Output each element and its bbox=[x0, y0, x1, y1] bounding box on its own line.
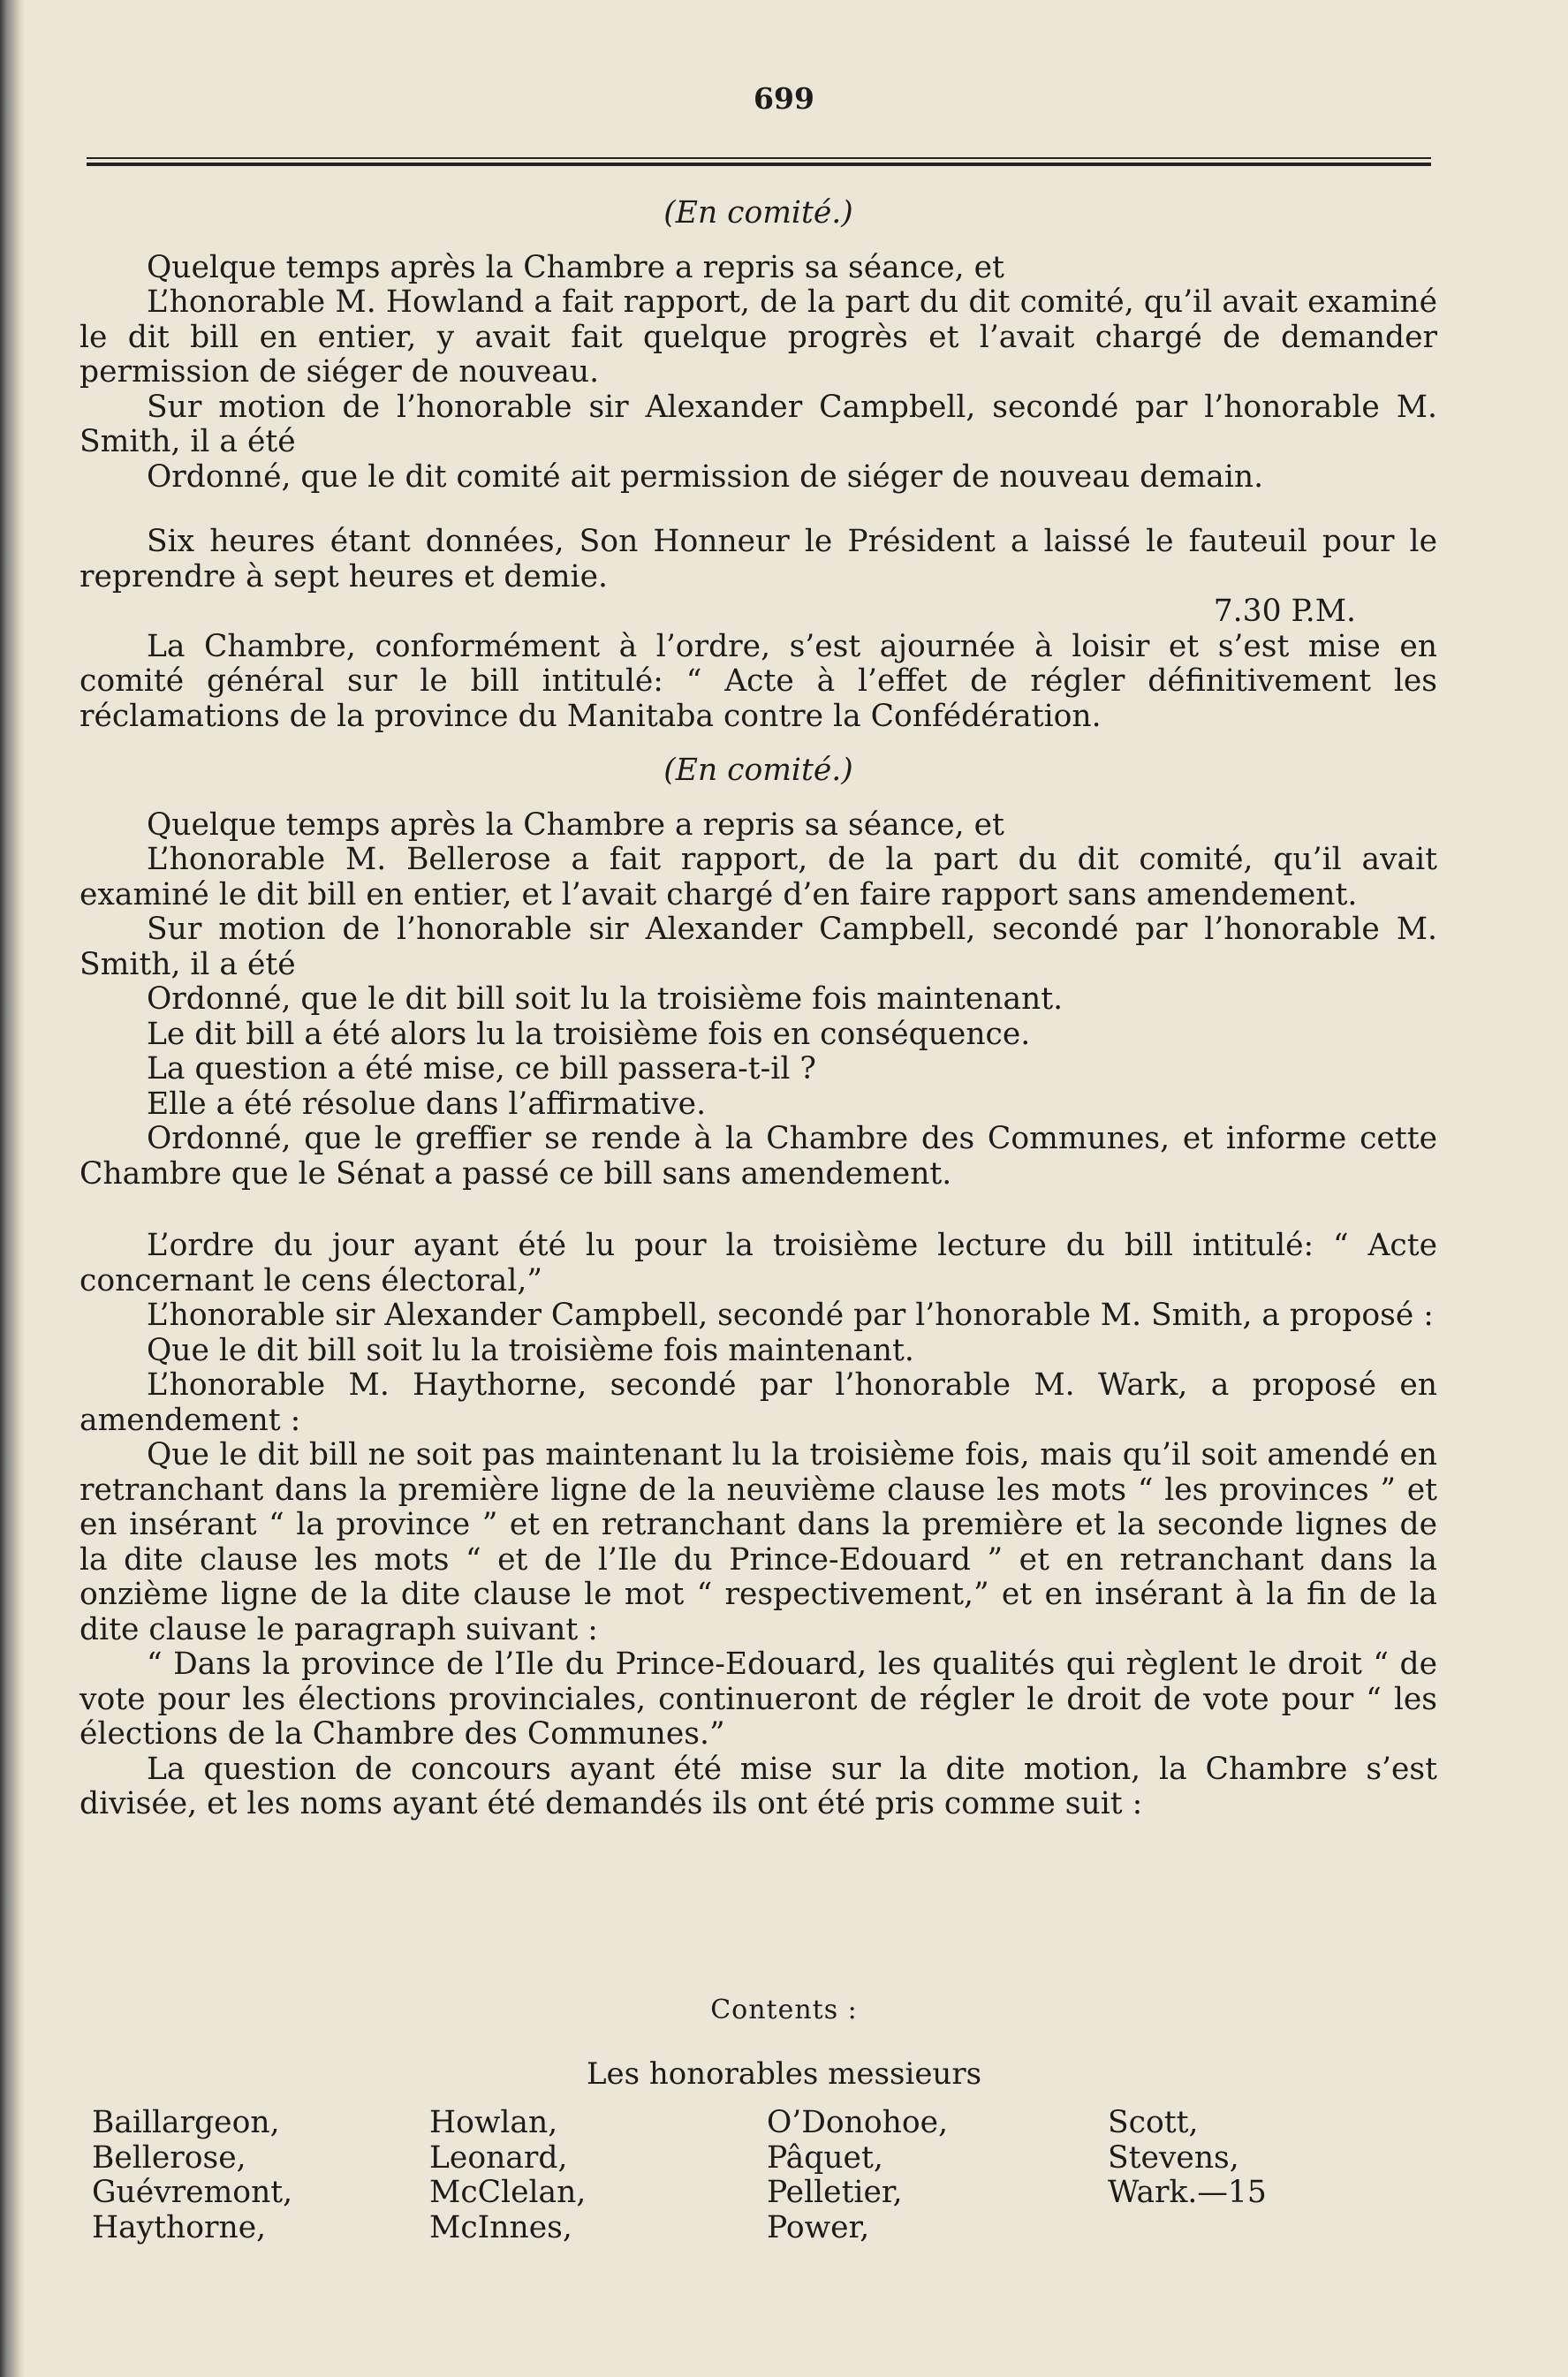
paragraph: Que le dit bill soit lu la troisième fois maintenant. bbox=[147, 1332, 914, 1368]
member-name: Power, bbox=[767, 2209, 870, 2245]
names-column-3 bbox=[767, 2106, 948, 2245]
member-name: Baillargeon, bbox=[92, 2105, 280, 2140]
paragraph: Ordonné, que le dit bill soit lu la troisième fois maintenant. bbox=[147, 981, 1064, 1017]
paragraph: Quelque temps après la Chambre a repris sa séance, et bbox=[147, 249, 1004, 285]
paragraph: Ordonné, que le greffier se rende à la Chambre des Communes, et informe cette Chambre que le Sénat a passé ce bill sans amendement. bbox=[80, 1121, 1437, 1192]
names-column-2 bbox=[429, 2106, 586, 2245]
page-number: 699 bbox=[754, 81, 814, 116]
time-heading: 7.30 P.M. bbox=[1213, 594, 1356, 629]
paragraph: L’honorable M. Haythorne, secondé par l’honorable M. Wark, a proposé en amendement : bbox=[80, 1367, 1437, 1438]
header-rule-thin bbox=[87, 157, 1431, 159]
paragraph: La question de concours ayant été mise sur la dite motion, la Chambre s’est divisée, et les noms ayant été demandés ils ont été pris comme suit : bbox=[80, 1751, 1437, 1821]
member-name: Haythorne, bbox=[92, 2209, 267, 2245]
paragraph: La question a été mise, ce bill passera-t-il ? bbox=[147, 1051, 816, 1086]
member-name: Scott, bbox=[1108, 2105, 1199, 2140]
names-column-1 bbox=[92, 2106, 292, 2245]
body-text bbox=[80, 196, 1437, 1822]
paragraph: Ordonné, que le dit comité ait permission de siéger de nouveau demain. bbox=[147, 458, 1264, 495]
names-column-4 bbox=[1108, 2106, 1267, 2211]
paragraph: L’honorable M. Bellerose a fait rapport, de la part du dit comité, qu’il avait examiné le dit bill en entier, et l’avait chargé d’en faire rapport sans amendement. bbox=[80, 842, 1437, 912]
paragraph: Elle a été résolue dans l’affirmative. bbox=[147, 1086, 707, 1122]
member-name: Pelletier, bbox=[767, 2175, 903, 2210]
member-name: McClelan, bbox=[429, 2175, 587, 2210]
contents-title: Contents : bbox=[710, 1995, 858, 2025]
member-name: Bellerose, bbox=[92, 2139, 246, 2176]
committee-heading: (En comité.) bbox=[663, 753, 853, 788]
paragraph: La Chambre, conformément à l’ordre, s’est ajournée à loisir et s’est mise en comité général sur le bill intitulé: “ Acte à l’effet de régler définitivement les réclamations de la province du Manitaba contre la Confédération. bbox=[80, 628, 1437, 734]
member-name: Pâquet, bbox=[767, 2139, 883, 2176]
committee-heading: (En comité.) bbox=[663, 195, 853, 231]
paragraph: Que le dit bill ne soit pas maintenant lu la troisième fois, mais qu’il soit amendé en retranchant dans la première ligne de la neuvième clause les mots “ les provinces ” et en insérant “ la province ” et en retranchant dans la première et la seconde lignes de la dite clause les mots “ et de l’Ile du Prince-Edouard ” et en retranchant dans la onzième ligne de la dite clause le mot “ respectivement,” et en insérant à la fin de la dite clause le paragraph suivant : bbox=[80, 1437, 1437, 1647]
paragraph: Sur motion de l’honorable sir Alexander Campbell, secondé par l’honorable M. Smith, il a été bbox=[80, 389, 1437, 459]
contents-subtitle: Les honorables messieurs bbox=[586, 2056, 982, 2092]
member-name: Guévremont, bbox=[92, 2175, 293, 2210]
member-name: O’Donohoe, bbox=[767, 2105, 949, 2140]
paragraph: Le dit bill a été alors lu la troisième fois en conséquence. bbox=[147, 1016, 1031, 1052]
paragraph: “ Dans la province de l’Ile du Prince-Edouard, les qualités qui règlent le droit “ de vote pour les élections provinciales, continueront de régler le droit de vote pour “ les élections de la Chambre des Communes.” bbox=[80, 1646, 1437, 1752]
paragraph: Six heures étant données, Son Honneur le Président a laissé le fauteuil pour le reprendre à sept heures et demie. bbox=[80, 524, 1437, 594]
member-name: Leonard, bbox=[429, 2139, 568, 2176]
member-name: Wark.—15 bbox=[1108, 2175, 1267, 2210]
member-name: Howlan, bbox=[429, 2105, 558, 2140]
paragraph: Quelque temps après la Chambre a repris sa séance, et bbox=[147, 806, 1004, 843]
paragraph: L’honorable sir Alexander Campbell, secondé par l’honorable M. Smith, a proposé : bbox=[147, 1298, 1434, 1333]
paragraph: L’honorable M. Howland a fait rapport, de la part du dit comité, qu’il avait examiné le dit bill en entier, y avait fait quelque progrès et l’avait chargé de demander permission de siéger de nouveau. bbox=[80, 284, 1437, 390]
member-name: Stevens, bbox=[1108, 2139, 1239, 2176]
paragraph: Sur motion de l’honorable sir Alexander Campbell, secondé par l’honorable M. Smith, il a été bbox=[80, 912, 1437, 982]
header-rule-thick bbox=[87, 163, 1431, 166]
paragraph: L’ordre du jour ayant été lu pour la troisième lecture du bill intitulé: “ Acte concernant le cens électoral,” bbox=[80, 1228, 1437, 1298]
member-name: McInnes, bbox=[429, 2209, 572, 2245]
